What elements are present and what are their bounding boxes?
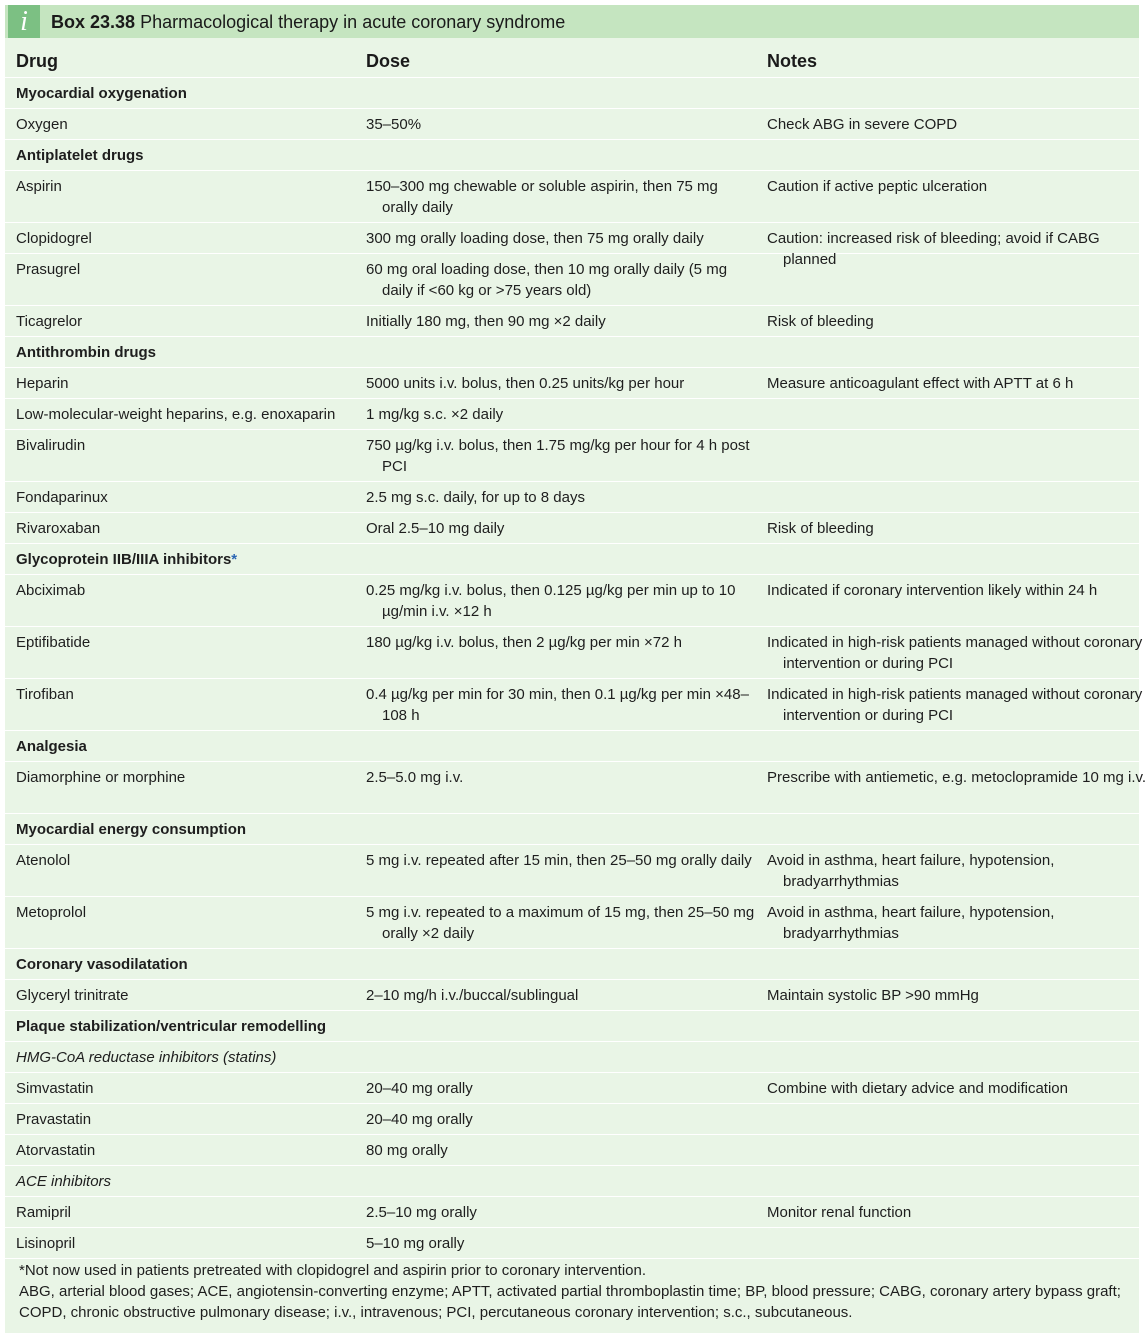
drug-dose: 2.5–10 mg orally	[366, 1204, 477, 1221]
drug-name: Prasugrel	[16, 261, 81, 278]
section-row	[5, 544, 1139, 575]
drug-name: Oxygen	[16, 116, 68, 133]
section-heading	[16, 83, 716, 104]
drug-notes: Caution if active peptic ulceration	[767, 178, 988, 195]
table-row	[5, 1135, 1139, 1166]
drug-dose: 5 mg i.v. repeated after 15 min, then 25–50 mg orally daily	[366, 852, 752, 869]
table-row	[5, 306, 1139, 337]
drug-notes: Indicated in high-risk patients managed without coronary intervention or during PCI	[767, 686, 1143, 724]
table-row	[5, 109, 1139, 140]
drug-name: Bivalirudin	[16, 437, 86, 454]
drug-name: Metoprolol	[16, 904, 87, 921]
drug-dose: 20–40 mg orally	[366, 1080, 473, 1097]
drug-dose: 2.5 mg s.c. daily, for up to 8 days	[366, 489, 585, 506]
drug-notes: Measure anticoagulant effect with APTT at 6 h	[767, 375, 1074, 392]
heading-label: Antithrombin drugs	[16, 344, 156, 361]
drug-notes: Monitor renal function	[767, 1204, 912, 1221]
drug-name: Atenolol	[16, 852, 71, 869]
table-row	[5, 1073, 1139, 1104]
drug-name: Low-molecular-weight heparins, e.g. enoxaparin	[16, 406, 336, 423]
drug-dose: 180 µg/kg i.v. bolus, then 2 µg/kg per min ×72 h	[366, 634, 682, 651]
box-title-text: Pharmacological therapy in acute coronary syndrome	[140, 12, 566, 32]
drug-dose: 5000 units i.v. bolus, then 0.25 units/kg per hour	[366, 375, 685, 392]
drug-dose: 35–50%	[366, 116, 422, 133]
drug-name: Pravastatin	[16, 1111, 92, 1128]
drug-name: Clopidogrel	[16, 230, 92, 247]
drug-name: Diamorphine or morphine	[16, 769, 186, 786]
subsection-heading	[16, 1047, 716, 1068]
drug-name: Glyceryl trinitrate	[16, 987, 129, 1004]
drug-name: Aspirin	[16, 178, 62, 195]
section-heading	[16, 819, 716, 840]
heading-label: Glycoprotein IIB/IIIA inhibitors	[16, 551, 232, 568]
drug-dose: 80 mg orally	[366, 1142, 448, 1159]
heading-label: ACE inhibitors	[16, 1173, 112, 1190]
drug-name: Rivaroxaban	[16, 520, 101, 537]
drug-dose: 750 µg/kg i.v. bolus, then 1.75 mg/kg per hour for 4 h post PCI	[366, 437, 750, 475]
drug-dose: 5 mg i.v. repeated to a maximum of 15 mg, then 25–50 mg orally ×2 daily	[366, 904, 755, 942]
column-header-drug: Drug	[16, 51, 58, 71]
table-row	[5, 430, 1139, 482]
drug-name: Heparin	[16, 375, 69, 392]
table-row	[5, 762, 1146, 814]
subsection-row	[5, 1166, 1139, 1197]
footnote-abbreviations: ABG, arterial blood gases; ACE, angiotensin-converting enzyme; APTT, activated partial thromboplastin time; BP, blood pressure; CABG, coronary artery bypass graft; COPD, chronic obstructive pulmonary disease; i.v., intravenous; PCI, percutaneous coronary intervention; s.c., subcutaneous.	[19, 1283, 1121, 1321]
drug-name: Tirofiban	[16, 686, 74, 703]
drug-notes: Check ABG in severe COPD	[767, 116, 958, 133]
drug-notes: Combine with dietary advice and modification	[767, 1080, 1068, 1097]
table-row	[5, 845, 1139, 897]
heading-label: HMG-CoA reductase inhibitors (statins)	[16, 1049, 277, 1066]
subsection-row	[5, 1042, 1139, 1073]
box-title	[51, 5, 565, 38]
therapy-box	[5, 5, 1146, 1333]
drug-notes: Maintain systolic BP >90 mmHg	[767, 987, 979, 1004]
drug-notes: Indicated in high-risk patients managed without coronary intervention or during PCI	[767, 634, 1143, 672]
heading-label: Myocardial energy consumption	[16, 821, 247, 838]
table-row	[5, 1104, 1139, 1135]
table-row	[5, 171, 1139, 223]
drug-dose: 0.25 mg/kg i.v. bolus, then 0.125 µg/kg per min up to 10 µg/min i.v. ×12 h	[366, 582, 736, 620]
drug-notes: Indicated if coronary intervention likely within 24 h	[767, 582, 1098, 599]
drug-notes: Risk of bleeding	[767, 520, 874, 537]
section-row	[5, 140, 1139, 171]
table-row	[5, 627, 1143, 679]
section-row	[5, 814, 1139, 845]
drug-dose: 2.5–5.0 mg i.v.	[366, 769, 464, 786]
drug-name: Ramipril	[16, 1204, 72, 1221]
drug-name: Simvastatin	[16, 1080, 94, 1097]
drug-dose: 150–300 mg chewable or soluble aspirin, then 75 mg orally daily	[366, 178, 718, 216]
info-icon: i	[8, 5, 40, 38]
drug-dose: 20–40 mg orally	[366, 1111, 473, 1128]
drug-notes: Avoid in asthma, heart failure, hypotension, bradyarrhythmias	[767, 852, 1055, 890]
heading-label: Analgesia	[16, 738, 87, 755]
table-row	[5, 897, 1139, 949]
section-row	[5, 731, 1139, 762]
section-row	[5, 337, 1139, 368]
drug-notes: Prescribe with antiemetic, e.g. metoclopramide 10 mg i.v.	[767, 769, 1146, 786]
section-heading	[16, 145, 716, 166]
drug-notes: Caution: increased risk of bleeding; avoid if CABG planned	[767, 230, 1100, 268]
drug-name: Atorvastatin	[16, 1142, 96, 1159]
drug-name: Abciximab	[16, 582, 86, 599]
section-row	[5, 949, 1139, 980]
drug-dose: Initially 180 mg, then 90 mg ×2 daily	[366, 313, 606, 330]
table-row	[5, 1228, 1139, 1259]
drug-dose: 5–10 mg orally	[366, 1235, 465, 1252]
table-row	[5, 513, 1139, 544]
drug-name: Ticagrelor	[16, 313, 83, 330]
section-heading	[16, 342, 716, 363]
table-row	[5, 368, 1139, 399]
table-row	[5, 1197, 1139, 1228]
section-heading	[16, 736, 716, 757]
drug-name: Fondaparinux	[16, 489, 108, 506]
footnote-marker: *	[231, 551, 238, 568]
drug-notes: Risk of bleeding	[767, 313, 874, 330]
table-row	[5, 980, 1139, 1011]
table-row	[5, 679, 1143, 731]
heading-label: Coronary vasodilatation	[16, 956, 188, 973]
section-row	[5, 1011, 1139, 1042]
drug-name: Lisinopril	[16, 1235, 76, 1252]
heading-label: Plaque stabilization/ventricular remodelling	[16, 1018, 327, 1035]
drug-dose: 0.4 µg/kg per min for 30 min, then 0.1 µg/kg per min ×48–108 h	[366, 686, 749, 724]
column-header-notes: Notes	[767, 51, 818, 71]
drug-dose: 300 mg orally loading dose, then 75 mg orally daily	[366, 230, 704, 247]
section-heading	[16, 549, 716, 570]
section-heading	[16, 1016, 716, 1037]
subsection-heading	[16, 1171, 716, 1192]
drug-dose: 2–10 mg/h i.v./buccal/sublingual	[366, 987, 579, 1004]
footnote-star: *Not now used in patients pretreated with clopidogrel and aspirin prior to coronary intervention.	[19, 1262, 647, 1279]
box-number: Box 23.38	[51, 12, 136, 32]
table-row	[5, 575, 1139, 627]
table-row	[5, 399, 1139, 430]
drug-notes: Avoid in asthma, heart failure, hypotension, bradyarrhythmias	[767, 904, 1055, 942]
drug-dose: 60 mg oral loading dose, then 10 mg orally daily (5 mg daily if <60 kg or >75 years old)	[366, 261, 728, 299]
section-row	[5, 78, 1139, 109]
table-row	[5, 223, 1139, 268]
column-header-dose: Dose	[366, 51, 411, 71]
table-header	[5, 43, 1139, 78]
section-heading	[16, 954, 716, 975]
table-row	[5, 482, 1139, 513]
drug-dose: 1 mg/kg s.c. ×2 daily	[366, 406, 504, 423]
drug-dose: Oral 2.5–10 mg daily	[366, 520, 505, 537]
heading-label: Myocardial oxygenation	[16, 85, 187, 102]
table-row	[5, 254, 1139, 306]
footnotes	[19, 1260, 1129, 1323]
heading-label: Antiplatelet drugs	[16, 147, 144, 164]
drug-name: Eptifibatide	[16, 634, 91, 651]
box-title-bar	[5, 5, 1139, 38]
